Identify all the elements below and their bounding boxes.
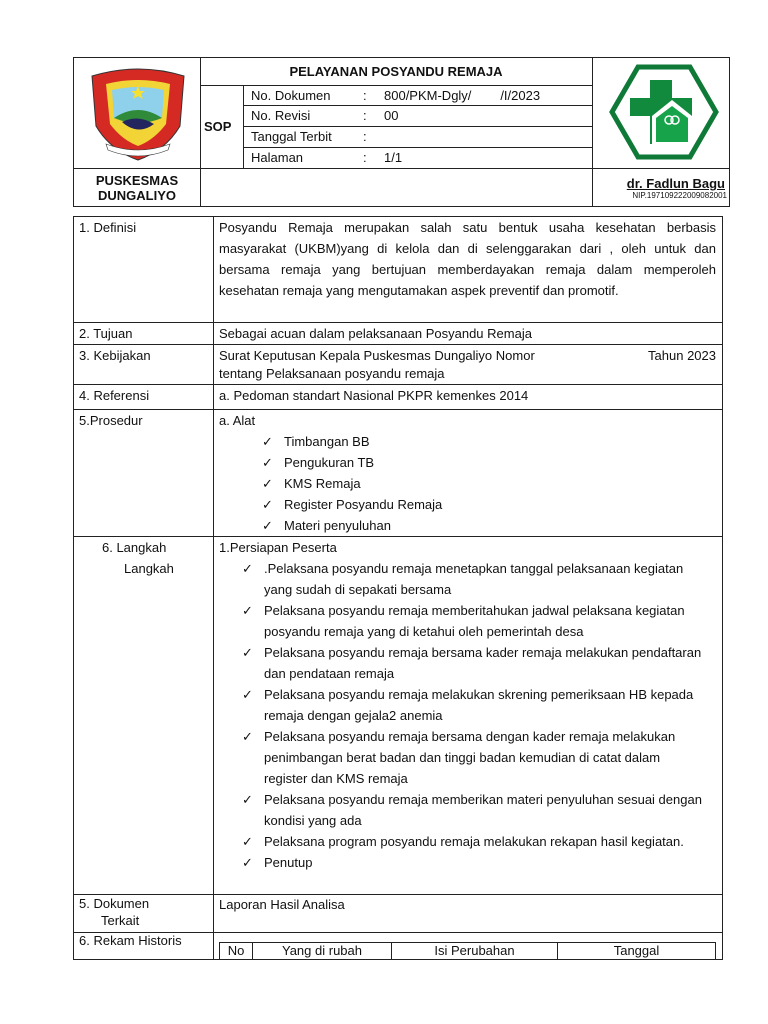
- check-icon: ✓: [242, 561, 253, 576]
- prosedur-subheading: a. Alat: [219, 413, 256, 428]
- checklist-item: [242, 558, 706, 600]
- document-header: [73, 57, 730, 207]
- sop-content-table: [73, 216, 723, 960]
- check-icon: ✓: [262, 455, 273, 470]
- row-label: 5.Prosedur: [74, 410, 214, 536]
- signer-nip: NIP.197109222009082001: [632, 191, 727, 200]
- row-label: 1. Definisi: [74, 217, 214, 322]
- checklist-item: [262, 431, 716, 452]
- row-label: 2. Tujuan: [74, 323, 214, 344]
- check-icon: ✓: [242, 645, 253, 660]
- checklist-item: [262, 452, 716, 473]
- row-label-2: Langkah: [124, 561, 174, 576]
- checklist-text: Pelaksana program posyandu remaja melakukan rekapan hasil kegiatan.: [264, 834, 684, 849]
- row-dokumen-terkait: [74, 894, 722, 932]
- checklist-text: Materi penyuluhan: [284, 518, 391, 533]
- checklist-item: [242, 726, 706, 789]
- check-icon: ✓: [262, 518, 273, 533]
- checklist-item: [242, 642, 706, 684]
- field-value: 00: [384, 108, 399, 123]
- colon: :: [363, 88, 367, 103]
- checklist-item: [242, 600, 706, 642]
- check-icon: ✓: [262, 476, 273, 491]
- row-label: 6. Langkah: [102, 540, 167, 555]
- tujuan-text: Sebagai acuan dalam pelaksanaan Posyandu Remaja: [219, 326, 532, 341]
- field-label: Tanggal Terbit: [251, 129, 332, 144]
- checklist-text: Pelaksana posyandu remaja bersama kader remaja melakukan pendaftaran dan pendataan remaja: [264, 645, 702, 681]
- check-icon: ✓: [242, 687, 253, 702]
- document-title: PELAYANAN POSYANDU REMAJA: [289, 64, 503, 79]
- row-label: 4. Referensi: [74, 385, 214, 409]
- checklist-text: KMS Remaja: [284, 476, 361, 491]
- checklist-item: [242, 684, 706, 726]
- row-rekam-historis: [74, 932, 722, 959]
- checklist-item: [242, 852, 706, 873]
- row-langkah: [74, 536, 722, 894]
- field-value: 1/1: [384, 150, 403, 165]
- field-label: No. Dokumen: [251, 88, 331, 103]
- dokumen-text: Laporan Hasil Analisa: [219, 897, 345, 912]
- row-label-2: Terkait: [101, 913, 140, 928]
- checklist-item: [262, 515, 716, 536]
- checklist-text: .Pelaksana posyandu remaja menetapkan tanggal pelaksanaan kegiatan yang sudah di sepakati bersama: [264, 561, 684, 597]
- signer-name: dr. Fadlun Bagu: [626, 176, 725, 191]
- check-icon: ✓: [242, 834, 253, 849]
- history-col: Isi Perubahan: [391, 943, 557, 959]
- field-value: 800/PKM-Dgly/ /I/2023: [384, 88, 541, 103]
- row-prosedur: [74, 409, 722, 536]
- check-icon: ✓: [242, 729, 253, 744]
- puskesmas-logo: [608, 64, 720, 160]
- colon: :: [363, 108, 367, 123]
- checklist-text: Pengukuran TB: [284, 455, 375, 470]
- checklist-text: Pelaksana posyandu remaja melakukan skrening pemeriksaan HB kepada remaja dengan gejala2 anemia: [264, 687, 694, 723]
- checklist-text: Pelaksana posyandu remaja memberikan materi penyuluhan sesuai dengan kondisi yang ada: [264, 792, 702, 828]
- check-icon: ✓: [262, 497, 273, 512]
- org-name-line1: PUSKESMAS: [95, 173, 179, 188]
- history-table-header: [219, 942, 716, 960]
- history-col: Yang di rubah: [252, 943, 391, 959]
- check-icon: ✓: [262, 434, 273, 449]
- row-definisi: [74, 217, 722, 322]
- field-label: Halaman: [251, 150, 304, 165]
- kebijakan-text-2: tentang Pelaksanaan posyandu remaja: [219, 366, 445, 381]
- checklist-item: [242, 789, 706, 831]
- row-label: 3. Kebijakan: [74, 345, 214, 384]
- checklist-item: [242, 831, 706, 852]
- definisi-text: Posyandu Remaja merupakan salah satu bentuk usaha kesehatan berbasis masyarakat (UKBM)yang di kelola dan di selenggarakan dari , oleh untuk dan bersama remaja yang bertujuan memberdayakan remaja dalam memperoleh kesehatan remaja yang mengutamakan aspek preventif dan promotif.: [219, 220, 716, 298]
- check-icon: ✓: [242, 855, 253, 870]
- check-icon: ✓: [242, 792, 253, 807]
- field-label: No. Revisi: [251, 108, 311, 123]
- langkah-subheading: 1.Persiapan Peserta: [219, 540, 337, 555]
- org-name-line2: DUNGALIYO: [98, 188, 176, 203]
- row-label: 6. Rekam Historis: [74, 933, 214, 959]
- regency-emblem-logo: [86, 66, 190, 162]
- document-fields: [251, 85, 540, 168]
- row-referensi: [74, 384, 722, 409]
- checklist-text: Timbangan BB: [284, 434, 370, 449]
- checklist-text: Register Posyandu Remaja: [284, 497, 443, 512]
- checklist-text: Pelaksana posyandu remaja bersama dengan kader remaja melakukan penimbangan berat badan dan tinggi badan kemudian di catat dalam register dan KMS remaja: [264, 729, 676, 786]
- alat-list: [219, 431, 716, 536]
- checklist-text: Penutup: [264, 855, 313, 870]
- colon: :: [363, 150, 367, 165]
- kebijakan-year: Tahun 2023: [648, 348, 716, 363]
- row-label: 5. Dokumen: [79, 896, 150, 911]
- checklist-text: Pelaksana posyandu remaja memberitahukan jadwal pelaksana kegiatan posyandu remaja yang di ketahui oleh pemerintah desa: [264, 603, 685, 639]
- checklist-item: [262, 494, 716, 515]
- checklist-item: [262, 473, 716, 494]
- colon: :: [363, 129, 367, 144]
- row-kebijakan: [74, 344, 722, 384]
- row-tujuan: [74, 322, 722, 344]
- referensi-text: a. Pedoman standart Nasional PKPR kemenkes 2014: [219, 388, 529, 403]
- sop-label: SOP: [204, 119, 232, 134]
- check-icon: ✓: [242, 603, 253, 618]
- history-col: No: [227, 943, 245, 958]
- langkah-list: [219, 558, 716, 873]
- history-col: Tanggal: [557, 943, 715, 959]
- kebijakan-text: Surat Keputusan Kepala Puskesmas Dungaliyo Nomor: [219, 348, 535, 363]
